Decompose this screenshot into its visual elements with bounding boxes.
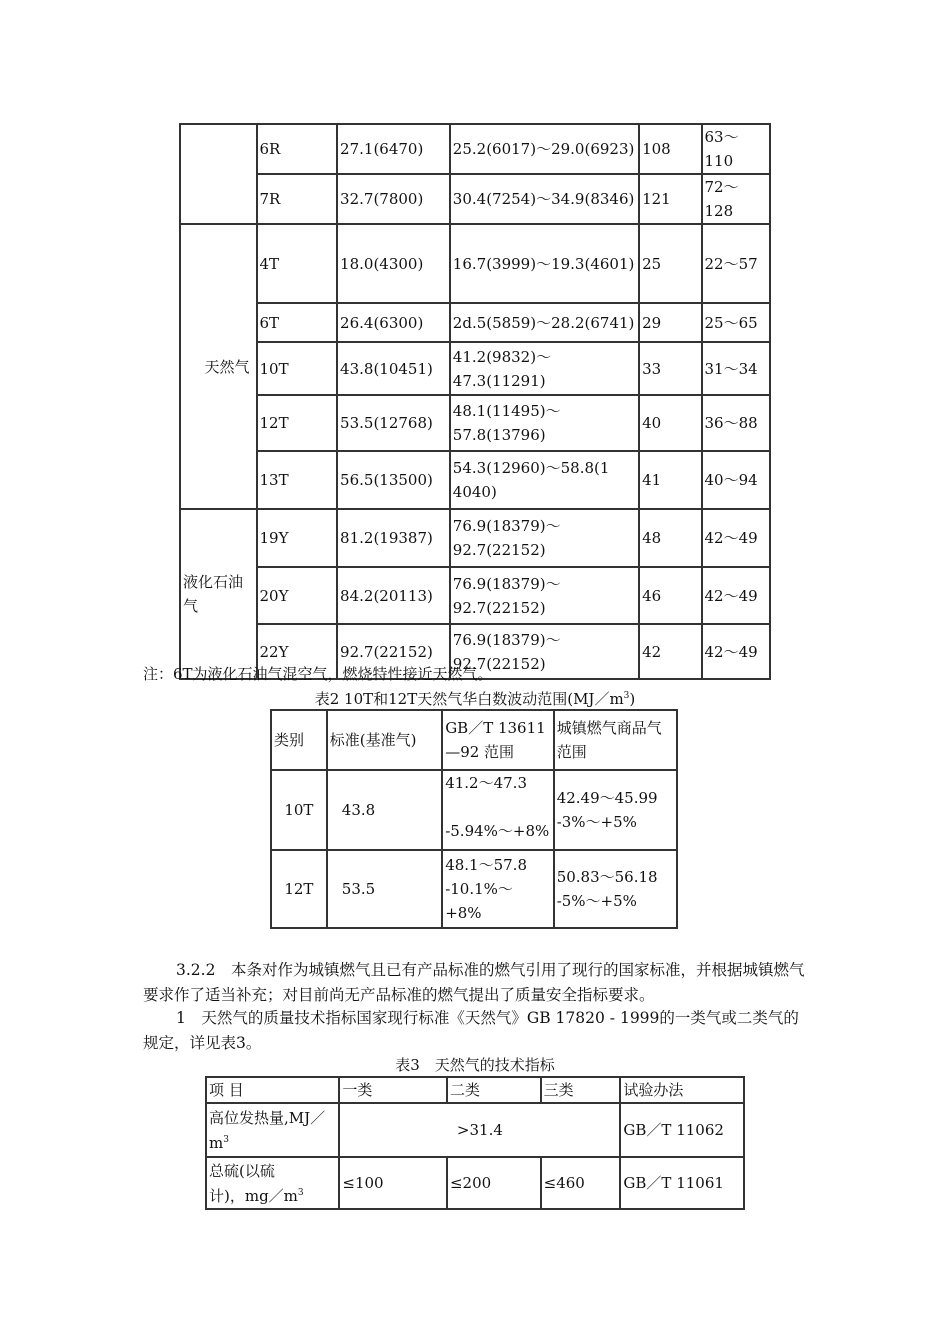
gb-range-cell: 48.1～57.8 -10.1%～ +8% [442,850,554,928]
table-wobbe-range [270,709,678,929]
n-range-cell: 36～88 [702,395,771,451]
n-range-cell: 22～57 [702,224,771,303]
category-cell: 12T [271,850,327,928]
city-range-cell: 42.49～45.99 -3%～+5% [554,770,677,850]
range-cell: 76.9(18379)～ 92.7(22152) [450,624,639,679]
range-cell: 76.9(18379)～ 92.7(22152) [450,567,639,624]
n-cell: 48 [639,509,701,567]
table-header-row [271,710,677,770]
code-cell: 4T [257,224,338,303]
header-standard: 标准(基准气) [327,710,442,770]
code-cell: 10T [257,342,338,395]
n-cell: 41 [639,451,701,509]
header-class1: 一类 [339,1077,447,1103]
code-cell: 19Y [257,509,338,567]
item-cell: 总硫(以硫 计)，$mg/m^3$ [206,1157,339,1209]
header-item: 项 目 [206,1077,339,1103]
n-cell: 25 [639,224,701,303]
method-cell: GB／T 11061 [620,1157,744,1209]
value-cell: 84.2(20113) [337,567,450,624]
code-cell: 12T [257,395,338,451]
standard-cell: 53.5 [327,850,442,928]
item-cell: 高位发热量,MJ／ $m^3$ [206,1103,339,1157]
n-range-cell: 42～49 [702,567,771,624]
table-row [206,1157,744,1209]
table-row [271,770,677,850]
table2-caption: 表2 10T和12T天然气华白数波动范围$(MJ/m^3)$ [314,690,636,708]
standard-cell: 43.8 [327,770,442,850]
paragraph-item-1: 1 天然气的质量技术指标国家现行标准《天然气》GB 17820 - 1999的一类气或二类气的规定，详见表3。 [143,1009,799,1052]
group-cell-lpg: 液化石油 气 [180,509,257,679]
table-row [180,224,770,303]
value-cell: 43.8(10451) [337,342,450,395]
range-cell: 30.4(7254)～34.9(8346) [450,174,639,224]
group-cell-natural-gas: 天然气 [180,224,257,509]
value-cell: 27.1(6470) [337,124,450,174]
gb-range-cell: 41.2～47.3 -5.94%～+8% [442,770,554,850]
n-cell: 121 [639,174,701,224]
header-class3: 三类 [541,1077,621,1103]
table-row [180,303,770,342]
header-gb: GB／T 13611 —92 范围 [442,710,554,770]
range-cell: 16.7(3999)～19.3(4601) [450,224,639,303]
class1-cell: ≤100 [339,1157,447,1209]
category-cell: 10T [271,770,327,850]
group-cell [180,124,257,224]
code-cell: 6R [257,124,338,174]
n-range-cell: 40～94 [702,451,771,509]
n-cell: 40 [639,395,701,451]
n-cell: 42 [639,624,701,679]
code-cell: 6T [257,303,338,342]
table-row [206,1103,744,1157]
paragraph-3-2-2: 3.2.2 本条对作为城镇燃气且已有产品标准的燃气引用了现行的国家标准，并根据城镇燃气要求作了适当补充；对目前尚无产品标准的燃气提出了质量安全指标要求。 [143,961,805,1004]
class3-cell: ≤460 [541,1157,621,1209]
table-natural-gas-specs [205,1076,745,1210]
value-cell: 18.0(4300) [337,224,450,303]
n-range-cell: 42～49 [702,624,771,679]
value-cell: 92.7(22152) [337,624,450,679]
n-range-cell: 31～34 [702,342,771,395]
range-cell: 48.1(11495)～ 57.8(13796) [450,395,639,451]
table-row [180,451,770,509]
table-row [180,509,770,567]
n-cell: 29 [639,303,701,342]
city-range-cell: 50.83～56.18 -5%～+5% [554,850,677,928]
value-cell: 53.5(12768) [337,395,450,451]
table3-caption: 表3 天然气的技术指标 [395,1056,555,1074]
n-range-cell: 42～49 [702,509,771,567]
n-cell: 33 [639,342,701,395]
method-cell: GB／T 11062 [620,1103,744,1157]
table-row [271,850,677,928]
code-cell: 13T [257,451,338,509]
table-gas-classes [179,123,771,680]
header-city: 城镇燃气商品气 范围 [554,710,677,770]
value-cell: 81.2(19387) [337,509,450,567]
n-cell: 108 [639,124,701,174]
table-row [180,174,770,224]
range-cell: 41.2(9832)～ 47.3(11291) [450,342,639,395]
n-range-cell: 72～128 [702,174,771,224]
table-row [180,395,770,451]
code-cell: 20Y [257,567,338,624]
code-cell: 7R [257,174,338,224]
range-cell: 2d.5(5859)～28.2(6741) [450,303,639,342]
table-row [180,124,770,174]
value-cell: 32.7(7800) [337,174,450,224]
table-row [180,342,770,395]
n-cell: 46 [639,567,701,624]
table-row [180,567,770,624]
heating-value-cell: >31.4 [339,1103,620,1157]
value-cell: 56.5(13500) [337,451,450,509]
range-cell: 25.2(6017)～29.0(6923) [450,124,639,174]
code-cell: 22Y [257,624,338,679]
table-header-row [206,1077,744,1103]
range-cell: 54.3(12960)～58.8(1 4040) [450,451,639,509]
table-note: 注：6T为液化石油气混空气，燃烧特性接近天然气。 [143,665,493,683]
header-class2: 二类 [447,1077,541,1103]
class2-cell: ≤200 [447,1157,541,1209]
header-method: 试验办法 [620,1077,744,1103]
range-cell: 76.9(18379)～ 92.7(22152) [450,509,639,567]
header-category: 类别 [271,710,327,770]
n-range-cell: 63～110 [702,124,771,174]
value-cell: 26.4(6300) [337,303,450,342]
n-range-cell: 25～65 [702,303,771,342]
